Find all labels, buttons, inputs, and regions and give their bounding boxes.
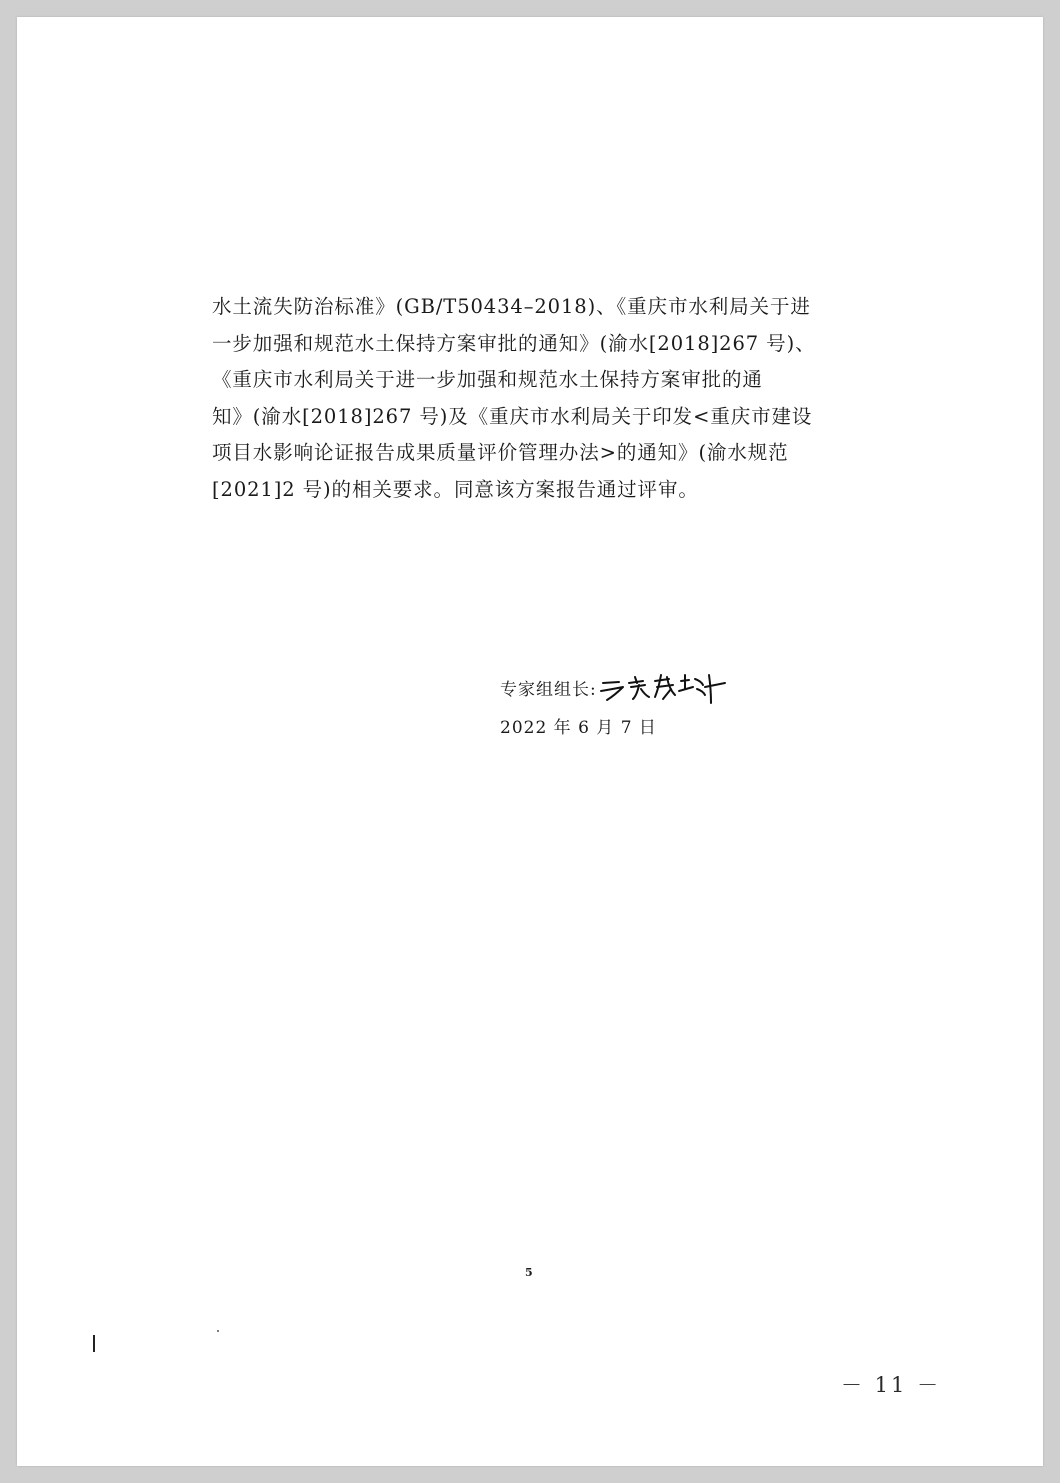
body-line: 《重庆市水利局关于进一步加强和规范水土保持方案审批的通: [212, 368, 763, 392]
signature-label: 专家组组长:: [500, 679, 597, 700]
signature-date: 2022 年 6 月 7 日: [500, 718, 657, 738]
scan-dot: [217, 1330, 219, 1332]
body-line: 水土流失防治标准》(GB/T50434–2018)、《重庆市水利局关于进: [212, 295, 811, 318]
body-line: 一步加强和规范水土保持方案审批的通知》(渝水[2018]267 号)、: [212, 331, 816, 355]
body-paragraph: [212, 289, 837, 509]
body-line: [2021]2 号)的相关要求。同意该方案报告通过评审。: [212, 477, 699, 501]
handwritten-signature: [599, 667, 729, 707]
signature-row: [500, 667, 729, 707]
inner-page-number: 5: [525, 1266, 533, 1279]
signature-block: [500, 667, 729, 738]
scan-mark: [93, 1335, 95, 1352]
footer-page-number: － 11 －: [841, 1373, 942, 1397]
body-line: 项目水影响论证报告成果质量评价管理办法>的通知》(渝水规范: [212, 441, 789, 465]
body-line: 知》(渝水[2018]267 号)及《重庆市水利局关于印发<重庆市建设: [212, 404, 813, 428]
document-page: [17, 17, 1043, 1466]
